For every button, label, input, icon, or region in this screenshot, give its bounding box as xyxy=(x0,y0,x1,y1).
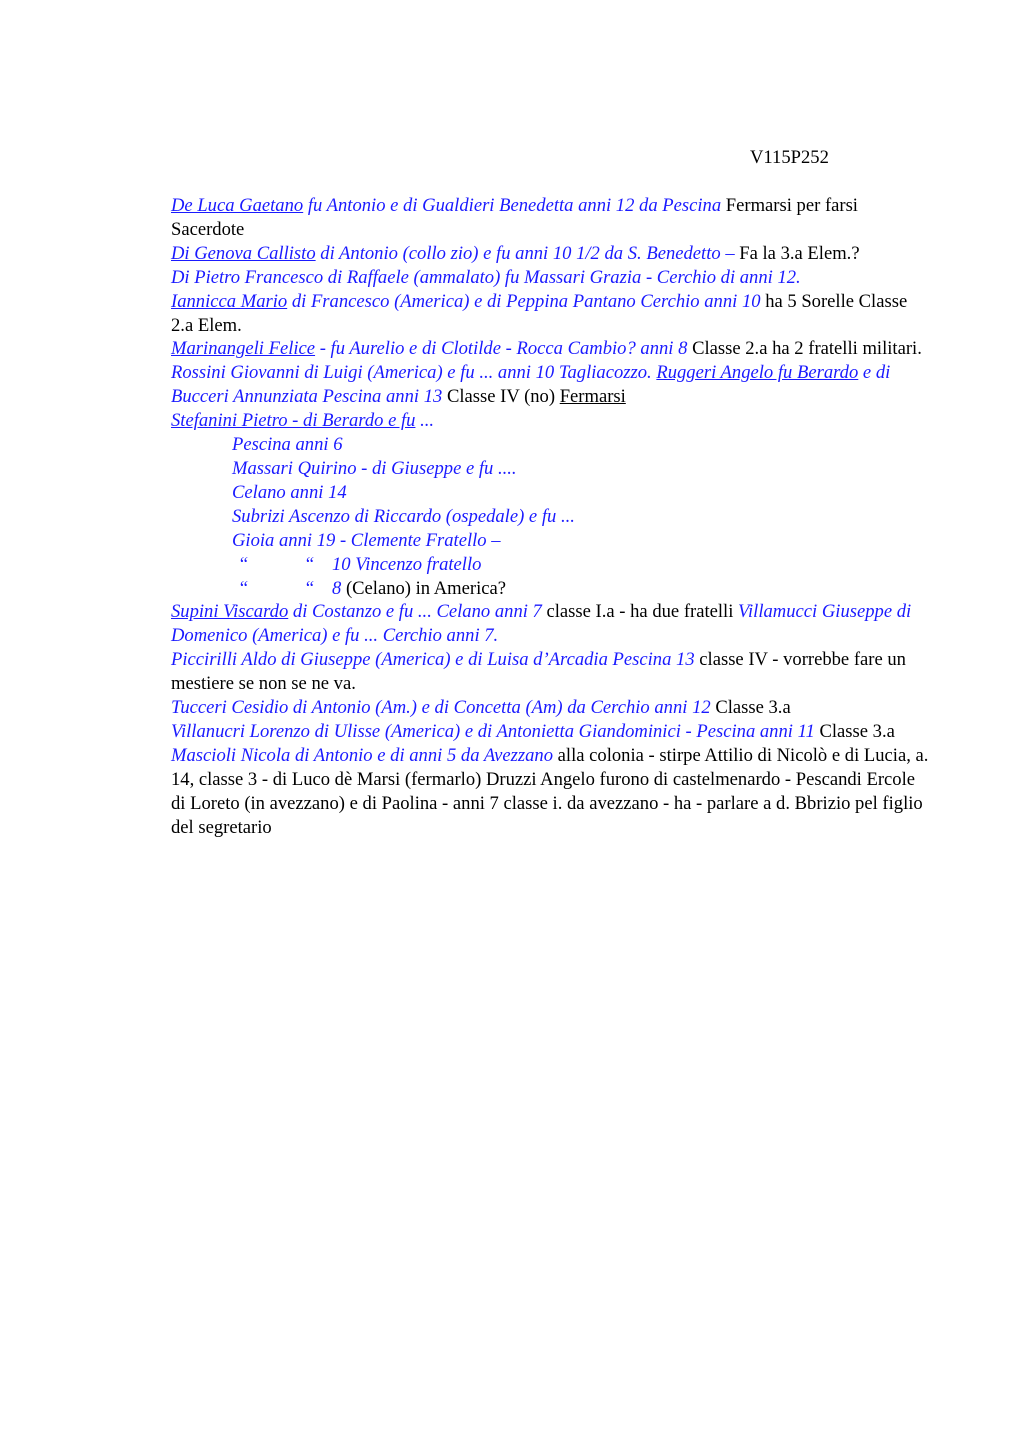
entry-details: - fu Aurelio e di Clotilde - Rocca Cambio? anni 8 xyxy=(315,338,688,360)
entry-name: De Luca Gaetano xyxy=(171,195,304,216)
ditto-mark: “ xyxy=(304,577,315,599)
entry-di-genova xyxy=(171,242,931,266)
entry-piccirilli xyxy=(171,648,931,696)
indented-ditto-line xyxy=(171,577,931,601)
entry-name: Marinangeli Felice xyxy=(171,338,316,360)
entry-marinangeli xyxy=(171,337,931,409)
entry-name: Di Genova Callisto xyxy=(171,242,316,264)
entry-name: Stefanini Pietro - di Berardo e fu xyxy=(171,410,416,432)
entry-note: Fermarsi per farsi Sacerdote xyxy=(171,195,858,240)
entry-villanucri xyxy=(171,720,931,744)
ditto-mark: “ xyxy=(238,553,249,575)
entry-details: Tucceri Cesidio di Antonio (Am.) e di Concetta (Am) da Cerchio anni 12 xyxy=(171,697,711,719)
entry-details: Di Pietro Francesco di Raffaele (ammalato) fu Massari Grazia - Cerchio di anni 12. xyxy=(171,266,801,288)
entry-details: Villamucci Giuseppe di Domenico (America) e fu ... Cerchio anni 7. xyxy=(171,601,912,647)
entry-details: Mascioli Nicola di Antonio e di anni 5 da Avezzano xyxy=(171,744,554,766)
document-code: V115P252 xyxy=(750,147,829,168)
entry-details: e di Bucceri Annunziata Pescina anni 13 xyxy=(171,362,891,408)
entry-note: (Celano) in America? xyxy=(341,577,506,599)
entry-di-pietro xyxy=(171,266,931,290)
entry-supini xyxy=(171,600,931,648)
entry-details: Villanucri Lorenzo di Ulisse (America) e di Antonietta Giandominici - Pescina anni 11 xyxy=(171,720,815,742)
indented-line: Massari Quirino - di Giuseppe e fu .... xyxy=(232,457,517,479)
entry-stefanini xyxy=(171,409,931,433)
entry-details: Piccirilli Aldo di Giuseppe (America) e di Luisa d’Arcadia Pescina 13 xyxy=(171,649,695,671)
ditto-mark: “ xyxy=(304,553,315,575)
entry-details: di Costanzo e fu ... Celano anni 7 xyxy=(288,601,542,623)
entry-details: fu Antonio e di Gualdieri Benedetta anni 12 da Pescina xyxy=(303,195,722,216)
entry-details: 10 Vincenzo fratello xyxy=(332,553,482,575)
entry-name: Iannicca Mario xyxy=(171,290,288,312)
entry-note: classe I.a - ha due fratelli xyxy=(541,601,739,623)
entry-mascioli xyxy=(171,744,931,840)
indented-line: Subrizi Ascenzo di Riccardo (ospedale) e fu ... xyxy=(232,505,575,527)
document-body xyxy=(171,194,931,839)
entry-note: Classe IV (no) xyxy=(442,386,560,408)
entry-tucceri xyxy=(171,696,931,720)
entry-note: alla colonia - stirpe Attilio di Nicolò e di Lucia, a. 14, classe 3 - di Luco dè Marsi (fermarlo) Druzzi Angelo furono di castelmenardo - Pescandi Ercole di Loreto (in avezzano) e di Paolina - anni 7 classe i. da avezzano - ha - parlare a d. Bbrizio pel figlio del segretario xyxy=(171,744,929,838)
entry-note: Classe 3.a xyxy=(814,720,895,742)
entry-details: 8 xyxy=(332,577,342,599)
entry-details: di Francesco (America) e di Peppina Pantano Cerchio anni 10 xyxy=(287,290,761,312)
ditto-mark: “ xyxy=(238,577,249,599)
entry-note: Classe 2.a ha 2 fratelli militari. xyxy=(687,338,922,360)
entry-name: Supini Viscardo xyxy=(171,601,289,623)
entry-details: ... xyxy=(415,410,435,432)
entry-details: Rossini Giovanni di Luigi (America) e fu ... anni 10 Tagliacozzo. xyxy=(171,362,652,384)
entry-note-underlined: Fermarsi xyxy=(559,386,626,408)
entry-note: Fa la 3.a Elem.? xyxy=(734,242,860,264)
entry-note: classe IV - vorrebbe fare un mestiere se non se ne va. xyxy=(171,649,906,695)
indented-ditto-line xyxy=(171,553,931,577)
indented-line: Pescina anni 6 xyxy=(232,434,343,456)
entry-de-luca xyxy=(171,194,931,242)
indented-line: Gioia anni 19 - Clemente Fratello – xyxy=(232,529,501,551)
entry-details: di Antonio (collo zio) e fu anni 10 1/2 da S. Benedetto – xyxy=(315,242,735,264)
entry-note: Classe 3.a xyxy=(710,697,791,719)
entry-name: Ruggeri Angelo fu Berardo xyxy=(656,362,859,384)
indented-line: Celano anni 14 xyxy=(232,481,347,503)
entry-iannicca xyxy=(171,290,931,338)
entry-note: ha 5 Sorelle Classe 2.a Elem. xyxy=(171,290,908,336)
